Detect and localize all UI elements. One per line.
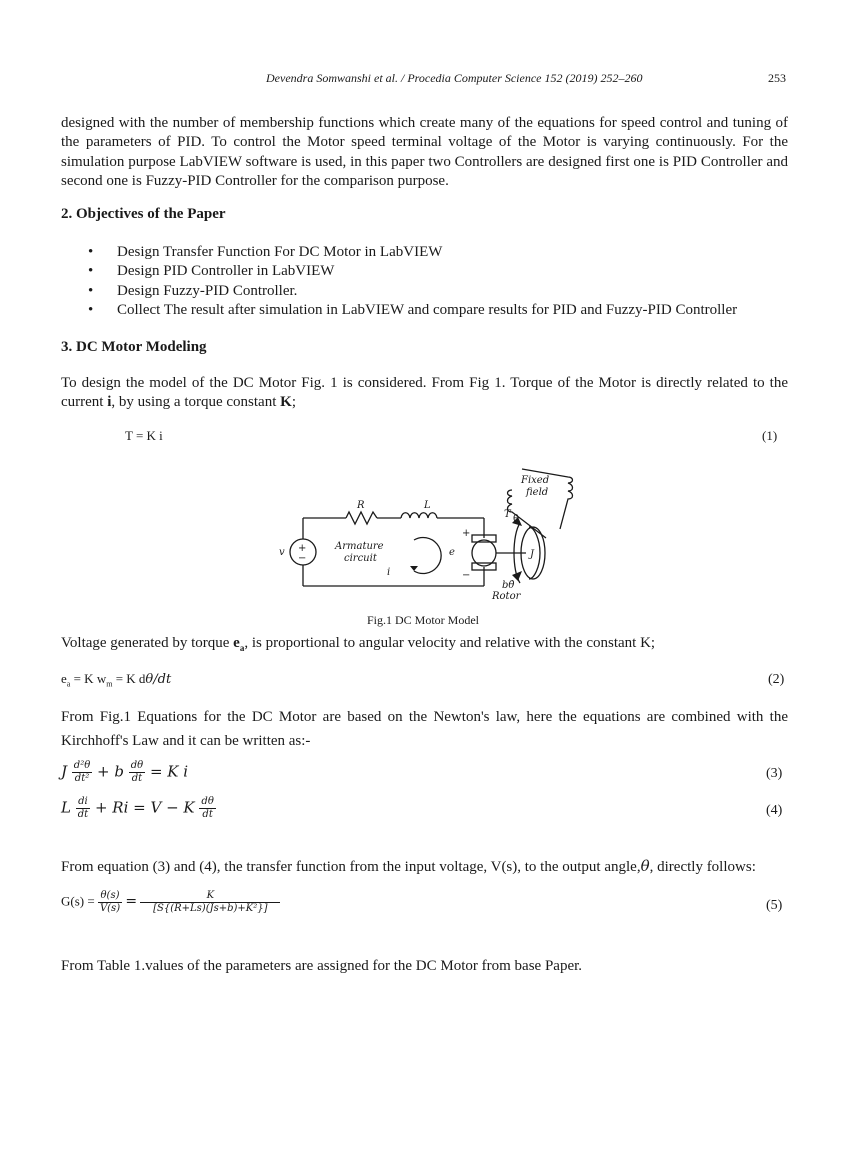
equation-5: G(s) = $\frac{\theta(s)}{V(s)}$ = $\frac{K}{\text{[S\{(R+Ls)(Js+b)+K²\}]}}$ xyxy=(61,890,280,915)
label-rotor: Rotor xyxy=(492,591,521,602)
list-item: • Design Transfer Function For DC Motor in LabVIEW xyxy=(61,243,801,262)
label-R: R xyxy=(357,500,365,511)
label-L: L xyxy=(424,500,431,511)
section-2-heading: 2. Objectives of the Paper xyxy=(61,206,226,222)
newton-paragraph: From Fig.1 Equations for the DC Motor are based on the Newton's law, here the equations are combined with the Kirchhoff's Law and it can be written as:- xyxy=(61,709,788,749)
label-armature: Armature xyxy=(335,541,384,552)
label-e: e xyxy=(449,547,455,558)
equation-4-number: (4) xyxy=(766,803,783,818)
dc-motor-diagram xyxy=(276,465,586,605)
label-v: v xyxy=(279,547,285,558)
label-e-plus: + xyxy=(462,528,471,539)
label-J: J xyxy=(530,549,535,560)
table-reference-paragraph: From Table 1.values of the parameters are assigned for the DC Motor from base Paper. xyxy=(61,958,583,974)
equation-1: T = K i xyxy=(125,428,163,443)
label-circuit: circuit xyxy=(344,553,377,564)
figure-caption: Fig.1 DC Motor Model xyxy=(366,613,479,627)
running-title: Devendra Somwanshi et al. / Procedia Computer Science 152 (2019) 252–260 xyxy=(266,71,643,85)
label-source-plus: + xyxy=(298,543,307,554)
equation-3: J $\frac{\text{d²θ}}{\text{dt²}}$ + b $\frac{d\theta}{dt}$ = K i xyxy=(61,760,189,784)
label-T: T xyxy=(504,509,511,520)
equation-5-number: (5) xyxy=(766,898,783,913)
intro-paragraph: designed with the number of membership functions which create many of the equations for speed control and tuning of the parameters of PID. To control the Motor speed terminal voltage of the Motor is varying continuously. For the simulation purpose LabVIEW software is used, in this paper two Controllers are designed first one is PID Controller and second one is Fuzzy-PID Controller for the comparison purpose. xyxy=(61,115,788,190)
running-head xyxy=(0,71,846,87)
equation-4: L $\frac{di}{dt}$ + Ri = V − K $\frac{d\theta}{dt}$ xyxy=(61,796,214,820)
equation-2-number: (2) xyxy=(768,672,785,687)
voltage-paragraph: Voltage generated by torque $e_a$, is proportional to angular velocity and relative with the constant K; xyxy=(61,635,656,653)
dc-motor-figure xyxy=(276,465,586,605)
equation-2: $e_a = K$ $w_m = K$ dθ/dt xyxy=(61,671,172,689)
equation-1-number: (1) xyxy=(762,428,778,443)
label-b-theta-dot: bθ̇ xyxy=(502,580,515,591)
label-theta: θ xyxy=(513,514,520,525)
modeling-paragraph: To design the model of the DC Motor Fig. 1 is considered. From Fig 1. Torque of the Motor is directly related to the current i, by using a torque constant K; xyxy=(61,375,788,411)
equation-3-number: (3) xyxy=(766,766,783,781)
list-item: • Design PID Controller in LabVIEW xyxy=(61,262,801,281)
page-number: 253 xyxy=(768,71,786,85)
label-i: i xyxy=(387,567,391,578)
transfer-paragraph: From equation (3) and (4), the transfer function from the input voltage, V(s), to the output angle,θ, directly follows: xyxy=(61,857,756,875)
label-e-minus: − xyxy=(462,570,471,581)
list-item: • Design Fuzzy-PID Controller. xyxy=(61,282,801,301)
label-field: field xyxy=(526,487,549,498)
label-source-minus: − xyxy=(298,553,307,564)
objectives-list xyxy=(61,243,801,320)
section-3-heading: 3. DC Motor Modeling xyxy=(61,339,207,355)
label-fixed: Fixed xyxy=(521,475,550,486)
list-item: • Collect The result after simulation in LabVIEW and compare results for PID and Fuzzy-PID Controller xyxy=(61,301,801,320)
